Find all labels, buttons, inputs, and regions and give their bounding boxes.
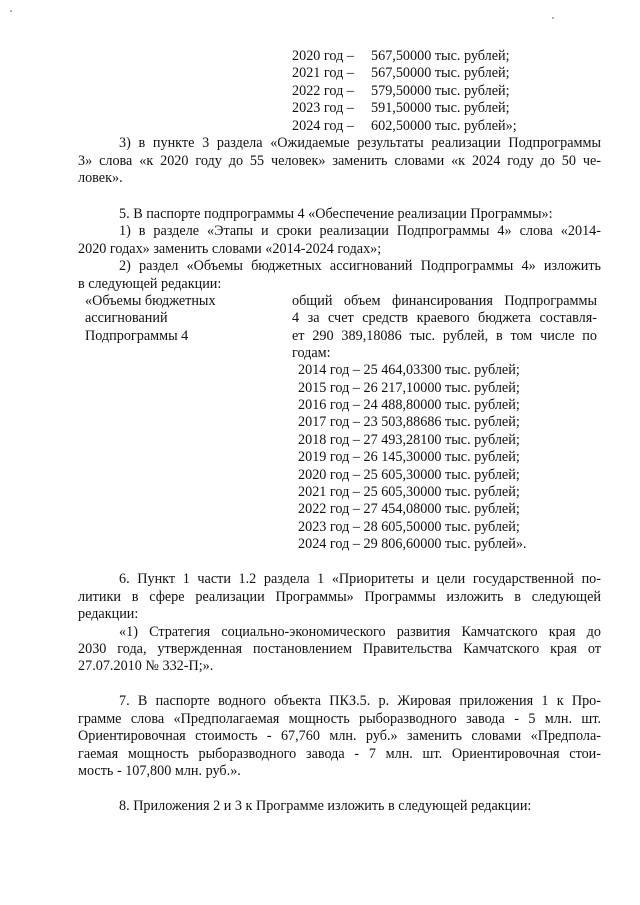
- budget-year-row: 2015 год – 26 217,10000 тыс. рублей;: [298, 380, 520, 396]
- schedule-amount: 591,50000 тыс. рублей;: [371, 100, 510, 116]
- section5-p1-line: 2020 годах» заменить словами «2014-2024 годах»;: [78, 241, 382, 257]
- budget-value-line: общий объем финансирования Подпрограммы: [292, 293, 597, 309]
- budget-year-row: 2019 год – 26 145,30000 тыс. рублей;: [298, 449, 520, 465]
- schedule-amount: 567,50000 тыс. рублей;: [371, 48, 510, 64]
- schedule-amount: 579,50000 тыс. рублей;: [371, 83, 510, 99]
- section6-line: литики в сфере реализации Программы» Программы изложить в следующей: [78, 589, 601, 605]
- section6-line: редакции:: [78, 606, 139, 622]
- budget-year-row: 2023 год – 28 605,50000 тыс. рублей;: [298, 519, 520, 535]
- section7-line: 7. В паспорте водного объекта ПКЗ.5. р. Жировая приложения 1 к Про-: [119, 693, 601, 709]
- section7-line: Ориентировочная стоимость - 67,760 млн. руб.» заменить словами «Предпола-: [78, 728, 601, 744]
- scan-speck: [10, 10, 12, 12]
- schedule-year: 2021 год –: [292, 65, 354, 81]
- schedule-amount: 602,50000 тыс. рублей»;: [371, 118, 517, 134]
- section6-quote-line: «1) Стратегия социально-экономического развития Камчатского края до: [119, 624, 601, 640]
- item3-line: 3» слова «к 2020 году до 55 человек» заменить словами «к 2024 году до 50 че-: [78, 153, 601, 169]
- budget-year-row: 2016 год – 24 488,80000 тыс. рублей;: [298, 397, 520, 413]
- item3-line: ловек».: [78, 170, 123, 186]
- schedule-amount: 567,50000 тыс. рублей;: [371, 65, 510, 81]
- section6-line: 6. Пункт 1 части 1.2 раздела 1 «Приоритеты и цели государственной по-: [119, 571, 601, 587]
- budget-year-row: 2022 год – 27 454,08000 тыс. рублей;: [298, 501, 520, 517]
- budget-label-line: ассигнований: [85, 310, 168, 326]
- budget-value-line: 4 за счет средств краевого бюджета составля-: [292, 310, 597, 326]
- section5-p1-line: 1) в разделе «Этапы и сроки реализации Подпрограммы 4» слова «2014-: [119, 223, 601, 239]
- schedule-year: 2023 год –: [292, 100, 354, 116]
- budget-year-row: 2020 год – 25 605,30000 тыс. рублей;: [298, 467, 520, 483]
- schedule-year: 2022 год –: [292, 83, 354, 99]
- section5-p2-line: в следующей редакции:: [78, 276, 222, 292]
- section5-p2-line: 2) раздел «Объемы бюджетных ассигнований Подпрограммы 4» изложить: [119, 258, 601, 274]
- section5-title: 5. В паспорте подпрограммы 4 «Обеспечение реализации Программы»:: [119, 206, 553, 222]
- section8-line: 8. Приложения 2 и 3 к Программе изложить в следующей редакции:: [119, 798, 532, 814]
- budget-value-line: годам:: [292, 345, 331, 361]
- budget-year-row: 2021 год – 25 605,30000 тыс. рублей;: [298, 484, 520, 500]
- section7-line: грамме слова «Предполагаемая мощность рыборазводного завода - 5 млн. шт.: [78, 711, 601, 727]
- schedule-year: 2020 год –: [292, 48, 354, 64]
- budget-year-row: 2018 год – 27 493,28100 тыс. рублей;: [298, 432, 520, 448]
- budget-label-line: Подпрограммы 4: [85, 328, 189, 344]
- budget-year-row: 2014 год – 25 464,03300 тыс. рублей;: [298, 362, 520, 378]
- schedule-year: 2024 год –: [292, 118, 354, 134]
- budget-year-row: 2024 год – 29 806,60000 тыс. рублей».: [298, 536, 527, 552]
- section6-quote-line: 27.07.2010 № 332-П;».: [78, 658, 214, 674]
- budget-value-line: ет 290 389,18086 тыс. рублей, в том числе по: [292, 328, 597, 344]
- budget-year-row: 2017 год – 23 503,88686 тыс. рублей;: [298, 414, 520, 430]
- item3-line: 3) в пункте 3 раздела «Ожидаемые результаты реализации Подпрограммы: [119, 135, 601, 151]
- section7-line: мость - 107,800 млн. руб.».: [78, 763, 241, 779]
- budget-label-line: «Объемы бюджетных: [85, 293, 216, 309]
- section7-line: гаемая мощность рыборазводного завода - 7 млн. шт. Ориентировочная стои-: [78, 746, 601, 762]
- section6-quote-line: 2030 года, утвержденная постановлением Правительства Камчатского края от: [78, 641, 601, 657]
- scan-speck: [552, 17, 554, 19]
